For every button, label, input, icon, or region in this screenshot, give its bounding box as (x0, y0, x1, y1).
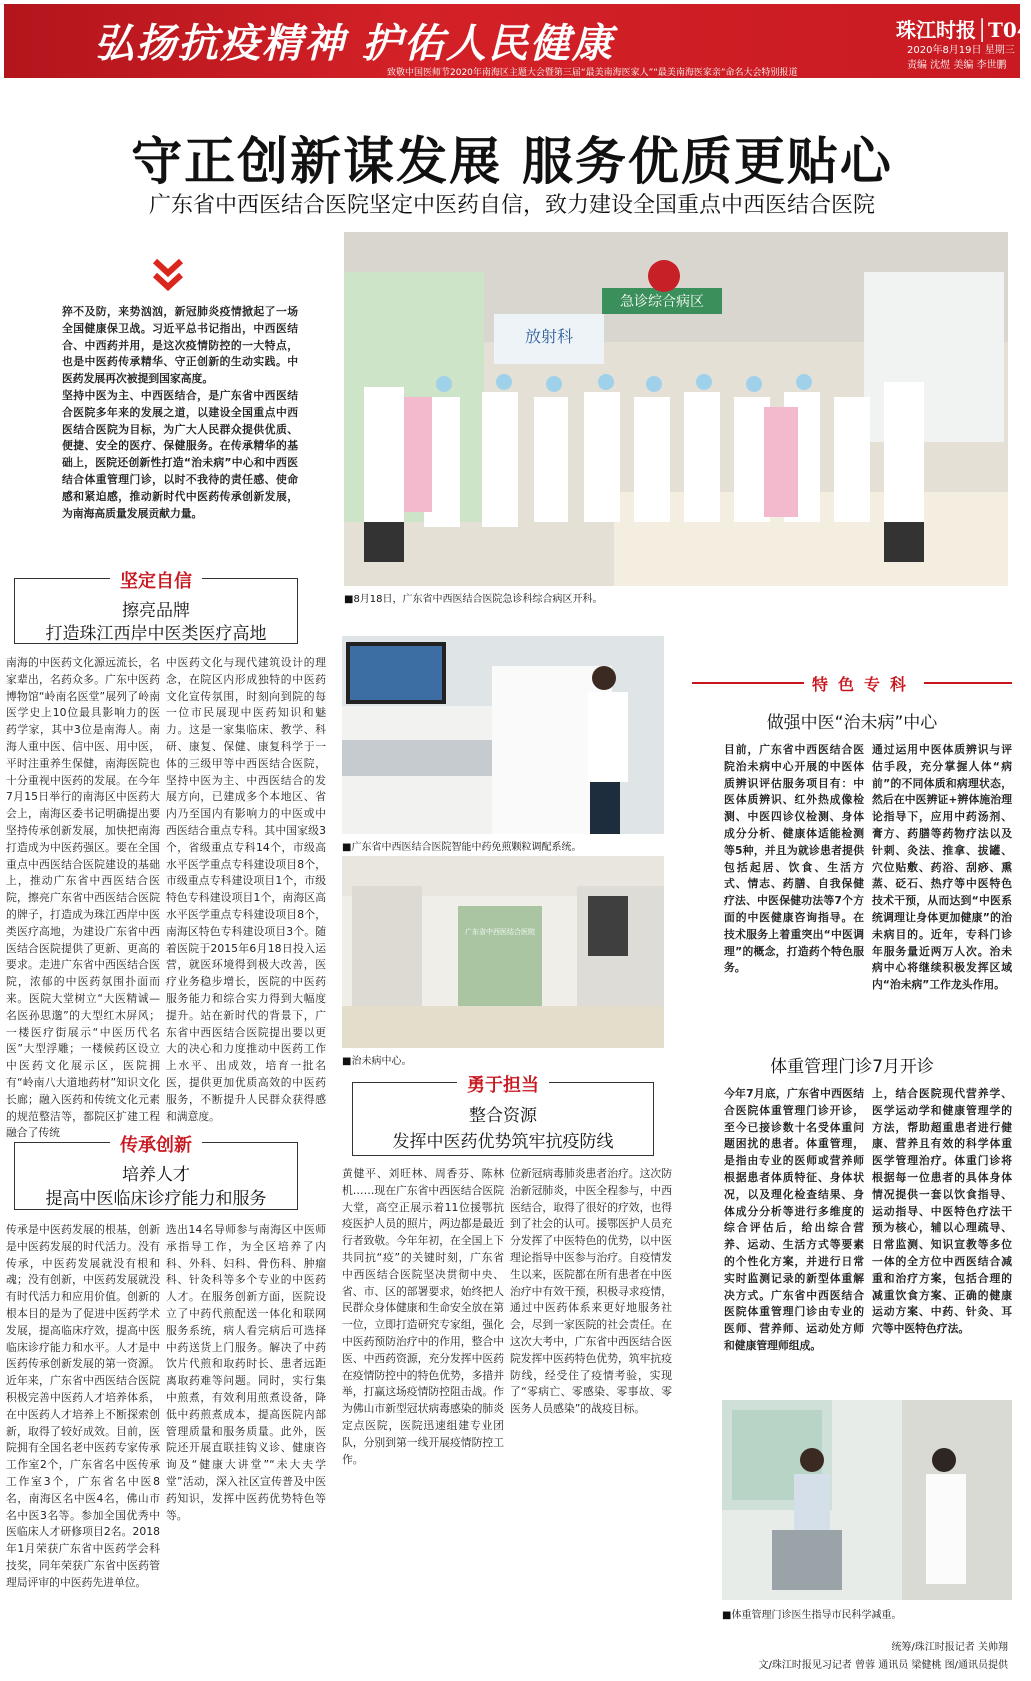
section3-column1: 黄健平、刘旺林、周香芬、陈林机……现在广东省中西医结合医院大堂，高空正展示着11位援鄂抗疫医护人员的照片，两边都是最近行者致敬。今年年初，在全国上下共同抗“疫”的关键时刻，广东省中西医结合医院坚决贯彻中央、省、市、区的部署要求，始终把人民群众身体健康和生命安全放在第一位，立即打造研究专家组，强化中医药预防治疗中的作用，整合中医、中西药资源，充分发挥中医药在疫情防控中的特色优势，多措并举，打赢这场疫情防控阻击战。作为佛山市新型冠状病毒感染的肺炎定点医院，医院迅速组建专业团队，分别到第一线开展疫情防控工作。 (342, 1167, 504, 1466)
photo4-caption: ■体重管理门诊医生指导市民科学减重。 (722, 1610, 902, 1621)
editors: 责编 沈煜 美编 李世鹏 (907, 60, 1007, 71)
chevron-down-icon (152, 258, 184, 292)
section-title-line1: 擦亮品牌 (122, 601, 190, 621)
section-tag: 坚定自信 (110, 567, 202, 593)
photo3-caption: ■治未病中心。 (342, 1056, 412, 1067)
special-title-1: 做强中医“治未病”中心 (766, 713, 938, 733)
special-column3: 今年7月底，广东省中西医结合医院体重管理门诊开诊，至今已接诊数十名受体重问题困扰的患者。体重管理，是指由专业的医师或营养师根据患者体质特征、身体状况，以及理化检查结果、身体成分分析等进行多维度的综合评估后，给出综合营养、运动、生活方式等要素的个性化方案，并进行日常实时监测记录的新型体重解决方式。广东省中西医结合医院体重管理门诊由专业的医师、营养师、运动处方师和健康管理师组成。 (724, 1087, 864, 1352)
section-title-line2: 发挥中医药优势筑牢抗疫防线 (392, 1132, 614, 1152)
masthead-banner (4, 4, 1031, 78)
section1-column1: 南海的中医药文化源远流长，名家辈出，名药众多。广东中医药博物馆“岭南名医堂”展列了岭南医学史上10位最具影响力的医药学家，其中3位是南海人。南海人重中医、信中医、用中医，平时注重养生保健，南海医院也十分重视中医药的发展。在今年7月15日举行的南海区中医药大会上，南海区委书记明确提出要坚持传承创新发展，加快把南海打造成为中医药强区。要在全国重点中西医结合医院建设的基础上，推动广东省中西医结合医院，擦亮广东省中西医结合医院的牌子，打造成为珠江西岸中医类医疗高地，为建设广东省中西医结合医院提供了更新、更高的要求。走进广东省中西医结合医院，浓郁的中医药氛围扑面而来。医院大堂树立“大医精诚—名医孙思邈”的大型红木屏风；一楼医疗街展示“中医历代名医”大型浮雕；一楼候药区设立中医药文化展示区，医院拥有“岭南八大道地药材”知识文化长廊；融入医药和传统文化元素的规范整洁等，都院区扩建工程融合了传统 (6, 656, 160, 1140)
section-title-line2: 提高中医临床诊疗能力和服务 (45, 1189, 267, 1209)
sign-hospital: 广东省中西医结合医院 (465, 928, 535, 936)
photo-herb-dispensing-system (342, 636, 664, 834)
section-title-line1: 整合资源 (469, 1106, 537, 1126)
special-column-tag: 特色专科 (804, 672, 924, 695)
special-title-2: 体重管理门诊7月开诊 (770, 1057, 934, 1077)
photo2-caption: ■广东省中西医结合医院智能中药免煎颗粒调配系统。 (342, 842, 582, 853)
intro-paragraph-2: 坚持中医为主、中西医结合，是广东省中西医结合医院多年来的发展之道，以建设全国重点中西医结合医院为目标，为广大人民群众提供优质、便捷、安全的医疗、保健服务。在传承精华的基础上，医院还创新性打造“治未病”中心和中西医结合体重管理门诊，以时不我待的责任感、使命感和紧迫感，推动新时代中医药传承创新发展，为南海高质量发展贡献力量。 (62, 389, 298, 520)
section2-column1: 传承是中医药发展的根基，创新是中医药发展的时代活力。没有传承，中医药发展就没有根和魂；没有创新，中医药发展就没有时代活力和应用价值。创新的根本目的是为了促进中医药学术发展，提高临床疗效，提高中医临床诊疗能力和水平。人才是中医药传承创新发展的第一资源。近年来，广东省中西医结合医院积极完善中医药人才培养体系，在中医药人才培养上不断探索创新，取得了较好成效。目前，医院拥有全国名老中医药专家传承工作室2个，广东省名中医传承工作室3个，广东省名中医8名，南海区名中医4名，佛山市名中医3名等。参加全国优秀中医临床人才研修项目2名。2018年1月荣获广东省中医药学会科技奖，同年荣获广东省中医药管理局评审的中医药先进单位。 (6, 1223, 160, 1589)
special-column2: 通过运用中医体质辨识与评估手段，充分掌握人体“病前”的不同体质和病理状态，然后在中医辨证+辨体施治理论指导下，应用中药汤剂、膏方、药膳等药物疗法以及针刺、灸法、推拿、拔罐、穴位贴敷、药浴、刮痧、熏蒸、砭石、热疗等中医特色技术干预，从而达到“中医系统调理让身体更加健康”的治未病目的。近年，专科门诊年服务量近两万人次。治未病中心将继续积极发挥区域内“治未病”工作龙头作用。 (872, 743, 1012, 992)
photo-preventive-treatment-center (342, 856, 664, 1048)
headline: 守正创新谋发展 服务优质更贴心 (131, 133, 893, 192)
sign-emergency: 急诊综合病区 (620, 294, 704, 310)
section-title-line2: 打造珠江西岸中医类医疗高地 (45, 624, 267, 644)
sign-radiology: 放射科 (524, 327, 574, 346)
section3-column2: 位新冠病毒肺炎患者治疗。这次防治新冠肺炎，中医全程参与，中西医结合，取得了很好的疗效，也得到了社会的认可。援鄂医护人员充分发挥了中医特色的优势，以中医理论指导中医参与治疗。自疫情发生以来，医院都在所有患者在中医治疗中有效干预，积极寻求疫情，通过中医药体系来更好地服务社会，尽到一家医院的社会责任。在这次大考中，广东省中西医结合医院发挥中医药特色优势，筑牢抗疫防线，经受住了疫情考验，实现了“零病亡、零感染、零事故、零医务人员感染”的战疫目标。 (510, 1167, 672, 1416)
issue-date: 2020年8月19日 星期三 (907, 45, 1015, 56)
photo-emergency-ward-opening (344, 232, 1008, 586)
photo-weight-management-clinic (722, 1400, 1012, 1600)
credit-line-2: 文/珠江时报见习记者 曾蓉 通讯员 梁健桃 图/通讯员提供 (758, 1660, 1008, 1671)
section-tag: 勇于担当 (457, 1071, 549, 1097)
section-title-line1: 培养人才 (122, 1165, 190, 1185)
section2-column2: 选出14名导师参与南海区中医师承指导工作，为全区培养了内科、外科、妇科、骨伤科、肿瘤科、针灸科等多个专业的中医药人才。在服务创新方面，医院设立了中药代煎配送一体化和联网服务系统，病人看完病后可选择中药送货上门服务。解决了中药饮片代煎和取药时长、患者远距离取药难等问题。同时，实行集中煎煮，有效利用煎煮设备，降低中药煎煮成本，提高医院内部管理质量和服务质量。此外，医院还开展直联挂钩义诊、健康咨询及“健康大讲堂”“未大夫学堂”活动，深入社区宣传普及中医药知识，发挥中医药优势特色等等。 (166, 1223, 326, 1522)
banner-subtitle: 致敬中国医师节2020年南海区主题大会暨第三届“最美南海医家人”“最美南海医家亲”命名大会特别报道 (387, 68, 798, 78)
credit-line-1: 统筹/珠江时报记者 关帅翔 (891, 1642, 1008, 1653)
special-column4: 上，结合医院现代营养学、医学运动学和健康管理学的方法，帮助超重患者进行健康、营养且有效的科学体重医学管理治疗。体重门诊将根据每一位患者的具体身体情况提供一套以饮食指导、运动指导、中医特色疗法干预为核心，辅以心理疏导、日常监测、知识宣教等多位一体的全方位中西医结合减重和治疗方案，包括合理的减重饮食方案、正确的健康运动方案、中药、针灸、耳穴等中医特色疗法。 (872, 1087, 1012, 1336)
photo1-caption: ■8月18日，广东省中西医结合医院急诊科综合病区开科。 (344, 594, 603, 605)
banner-slogan: 弘扬抗疫精神 护佑人民健康 (94, 20, 614, 67)
paper-name: 珠江时报│T04 (896, 18, 1031, 42)
special-column1: 目前，广东省中西医结合医院治未病中心开展的中医体质辨识评估服务项目有：中医体质辨识、红外热成像检测、中医四诊仪检测、身体成分分析、健康体适能检测等5种，并且为就诊患者提供包括起居、饮食、生活方式、情志、药膳、自我保健疗法、中医保健功法等7个方面的中医健康咨询指导。在技术服务上着重突出“中医调理”的概念，打造药个特色服务。 (724, 743, 864, 975)
intro-paragraph-1: 猝不及防，来势汹汹，新冠肺炎疫情掀起了一场全国健康保卫战。习近平总书记指出，中西医结合、中西药并用，是这次疫情防控的一大特点，也是中医药传承精华、守正创新的生动实践。中医药发展再次被提到国家高度。 (62, 305, 298, 386)
subheadline: 广东省中西医结合医院坚定中医药自信，致力建设全国重点中西医结合医院 (148, 193, 875, 218)
section-tag: 传承创新 (110, 1131, 202, 1157)
section1-column2: 中医药文化与现代建筑设计的理念，在院区内形成独特的中医药文化宣传氛围，时刻向到院的每一位市民展现中医药知识和魅力。这是一家集临床、教学、科研、康复、保健、康复科学于一体的三级甲等中西医结合医院，坚持中医为主、中西医结合的发展方向，已建成多个本地区、省内乃至国内有影响力的中医或中西医结合重点专科。其中国家级3个，省级重点专科14个，市级高水平医学重点专科建设项目8个，市级重点专科建设项目1个，市级特色专科建设项目1个，南海区高水平医学重点专科建设项目8个，南海区特色专科建设项目3个。随着医院于2015年6月18日投入运营，就医环境得到极大改善，医疗业务稳步增长，医院的中医药服务能力和综合实力得到大幅度提升。站在新时代的背景下，广东省中西医结合医院提出要以更大的决心和力度推动中医药工作上水平、出成效，培育一批名医，提供更加优质高效的中医药服务，不断提升人民群众获得感和满意度。 (166, 656, 326, 1123)
section-box-innovation (14, 1135, 298, 1210)
section-box-confidence (14, 571, 298, 644)
section-box-responsibility (352, 1075, 654, 1156)
